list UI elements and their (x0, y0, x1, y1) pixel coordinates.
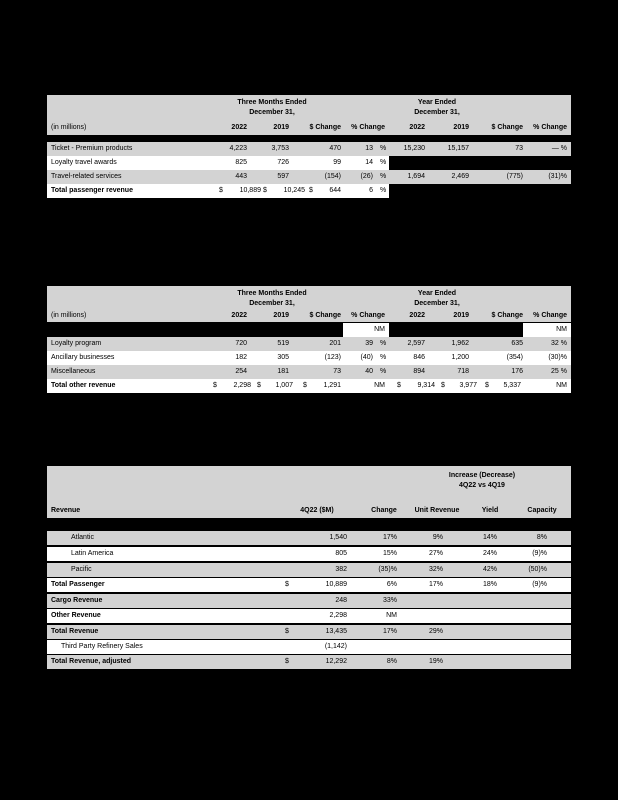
t2-head-3m-line2: December 31, (249, 300, 295, 307)
cell-value: 894 (413, 368, 425, 375)
cell-value: 1,291 (323, 382, 341, 389)
cell-value: (30)% (548, 354, 567, 361)
cell-value: — % (551, 145, 567, 152)
t2-col-header: 2019 (453, 312, 469, 319)
t1-head-3m-line1: Three Months Ended (237, 99, 307, 106)
cell-value: 17% (428, 581, 443, 588)
cell-value: 2,298 (233, 382, 251, 389)
t3-col-header: Unit Revenue (414, 507, 460, 514)
cell-value: 176 (511, 368, 523, 375)
cell-value: 1,694 (407, 173, 425, 180)
t3-column-header-row (47, 504, 571, 518)
t1-unit-label: (in millions) (51, 124, 87, 131)
cell-value: 15% (382, 550, 397, 557)
row-label: Total Passenger (51, 581, 105, 588)
cell-value: 14 (365, 159, 373, 166)
t3-col-header: 4Q22 ($M) (300, 507, 334, 514)
table-row (47, 351, 571, 365)
other-revenue-table (47, 286, 571, 398)
cell-value: 15,230 (403, 145, 425, 152)
t3-col-header: Change (371, 507, 397, 514)
row-label: Total passenger revenue (51, 187, 133, 194)
cell-value: 254 (235, 368, 247, 375)
cell-percent: % (380, 145, 387, 152)
cell-value: NM (386, 612, 397, 619)
cell-value: (123) (324, 354, 341, 361)
table-row (47, 609, 571, 623)
cell-value: 73 (333, 368, 341, 375)
cell-value: (354) (506, 354, 523, 361)
cell-value: 248 (335, 597, 347, 604)
t1-col-header: % Change (533, 124, 567, 131)
cell-value: 8% (386, 658, 397, 665)
cell-value: 305 (277, 354, 289, 361)
t1-col-header: 2022 (409, 124, 425, 131)
cell-value: 6% (386, 581, 397, 588)
cell-value: 9,314 (417, 382, 435, 389)
t2-column-header-row (47, 309, 571, 323)
cell-value: 201 (329, 340, 341, 347)
t2-col-header: $ Change (309, 312, 341, 319)
table-row-total (47, 379, 571, 393)
t3-head-line2: 4Q22 vs 4Q19 (459, 482, 505, 489)
cell-value: (31)% (548, 173, 567, 180)
cell-value: 2,597 (407, 340, 425, 347)
cell-value: 846 (413, 354, 425, 361)
cell-value: 10,889 (325, 581, 347, 588)
cell-value: 13 (365, 145, 373, 152)
currency-symbol: $ (257, 382, 261, 389)
currency-symbol: $ (397, 382, 401, 389)
cell-value: (9)% (532, 550, 547, 557)
cell-value: 726 (277, 159, 289, 166)
cell-percent: % (380, 340, 387, 347)
cell-value: 4,223 (229, 145, 247, 152)
cell-value: 2,469 (451, 173, 469, 180)
row-label: Cargo Revenue (51, 597, 103, 604)
currency-symbol: $ (285, 628, 289, 635)
t1-head-year-line2: December 31, (414, 109, 460, 116)
t2-col-header: 2022 (231, 312, 247, 319)
t1-head-year (377, 98, 497, 118)
t3-head-line1: Increase (Decrease) (448, 472, 516, 479)
cell-value: (1,142) (324, 643, 347, 650)
cell-value: 12,292 (325, 658, 347, 665)
table-row (47, 170, 571, 184)
cell-value: 1,007 (275, 382, 293, 389)
cell-value: 32 % (551, 340, 567, 347)
cell-value: 825 (235, 159, 247, 166)
t2-head-year-line1: Year Ended (417, 290, 457, 297)
t2-col-header: $ Change (491, 312, 523, 319)
currency-symbol: $ (285, 658, 289, 665)
currency-symbol: $ (263, 187, 267, 194)
cell-value: 5,337 (503, 382, 521, 389)
revenue-by-region-table (47, 466, 571, 668)
t3-col-header: Revenue (51, 507, 81, 514)
cell-value: 13,435 (325, 628, 347, 635)
cell-value: 17% (382, 628, 397, 635)
t2-head-year-line2: December 31, (414, 300, 460, 307)
row-label: Atlantic (71, 534, 94, 541)
table-row (47, 594, 571, 608)
cell-percent: % (380, 159, 387, 166)
table-row (47, 531, 571, 545)
cell-value: (9)% (532, 581, 547, 588)
row-label: Total Revenue, adjusted (51, 658, 131, 665)
cell-value: 14% (482, 534, 497, 541)
t3-head (407, 471, 557, 491)
cell-value: 181 (277, 368, 289, 375)
t1-head-3m (217, 98, 327, 118)
cell-value: 2,298 (329, 612, 347, 619)
row-label: Loyalty program (51, 340, 102, 347)
cell-value: 8% (536, 534, 547, 541)
cell-value: 32% (428, 566, 443, 573)
table-row (47, 640, 571, 654)
cell-value: (40) (360, 354, 373, 361)
row-label: Ticket - Premium products (51, 145, 133, 152)
cell-value: (35)% (378, 566, 397, 573)
cell-value: 1,540 (329, 534, 347, 541)
cell-value: 182 (235, 354, 247, 361)
t1-col-header: $ Change (309, 124, 341, 131)
cell-value: 19% (428, 658, 443, 665)
cell-value: 644 (329, 187, 341, 194)
table-row-total (47, 578, 571, 592)
t1-col-header: $ Change (491, 124, 523, 131)
currency-symbol: $ (285, 581, 289, 588)
currency-symbol: $ (309, 187, 313, 194)
row-label: Miscellaneous (51, 368, 96, 375)
row-label: Latin America (71, 550, 114, 557)
cell-value: 3,753 (271, 145, 289, 152)
cell-value: 10,245 (283, 187, 305, 194)
row-label: Total other revenue (51, 382, 116, 389)
cell-percent: % (380, 187, 387, 194)
cell-value: 39 (365, 340, 373, 347)
cell-value: 597 (277, 173, 289, 180)
cell-value: 470 (329, 145, 341, 152)
cell-value: 1,962 (451, 340, 469, 347)
cell-value: 27% (428, 550, 443, 557)
cell-percent: % (380, 354, 387, 361)
cell-value: 40 (365, 368, 373, 375)
t1-head-3m-line2: December 31, (249, 109, 295, 116)
cell-value: 382 (335, 566, 347, 573)
t2-col-header: 2022 (409, 312, 425, 319)
cell-value: 99 (333, 159, 341, 166)
row-label: Total Revenue (51, 628, 99, 635)
currency-symbol: $ (441, 382, 445, 389)
t1-col-header: % Change (351, 124, 385, 131)
table-row (47, 142, 571, 156)
table-row (47, 156, 571, 170)
cell-value: 17% (382, 534, 397, 541)
row-label: Travel-related services (51, 173, 122, 180)
t1-col-header: 2019 (453, 124, 469, 131)
t1-column-header-row (47, 121, 571, 135)
table-row (47, 563, 571, 577)
cell-value: 3,977 (459, 382, 477, 389)
cell-value: 720 (235, 340, 247, 347)
table-row (47, 547, 571, 561)
row-label: Loyalty travel awards (51, 159, 117, 166)
t1-col-header: 2022 (231, 124, 247, 131)
t2-unit-label: (in millions) (51, 312, 87, 319)
t2-head-3m-line1: Three Months Ended (237, 290, 307, 297)
cell-value: NM (374, 382, 385, 389)
table-row-total (47, 625, 571, 639)
t3-col-header: Capacity (527, 507, 557, 514)
table-row (47, 337, 571, 351)
cell-percent: % (380, 173, 387, 180)
cell-value: 1,200 (451, 354, 469, 361)
passenger-revenue-table (47, 95, 571, 207)
cell-value: 443 (235, 173, 247, 180)
cell-value: 718 (457, 368, 469, 375)
t1-col-header: 2019 (273, 124, 289, 131)
t2-head-3m (217, 289, 327, 309)
cell-value: NM (374, 326, 385, 333)
t2-col-header: % Change (351, 312, 385, 319)
cell-value: NM (556, 326, 567, 333)
t2-nm-row (47, 323, 571, 337)
t3-col-header: Yield (481, 507, 499, 514)
cell-value: NM (556, 382, 567, 389)
cell-value: (50)% (528, 566, 547, 573)
currency-symbol: $ (303, 382, 307, 389)
row-label: Ancillary businesses (51, 354, 115, 361)
t2-head-year (377, 289, 497, 309)
row-label: Pacific (71, 566, 92, 573)
table-row (47, 365, 571, 379)
cell-value: 10,889 (239, 187, 261, 194)
cell-percent: % (380, 368, 387, 375)
cell-value: 42% (482, 566, 497, 573)
cell-value: 18% (482, 581, 497, 588)
cell-value: 29% (428, 628, 443, 635)
row-label: Other Revenue (51, 612, 101, 619)
cell-value: 6 (369, 187, 373, 194)
currency-symbol: $ (213, 382, 217, 389)
cell-value: (775) (506, 173, 523, 180)
table-row-total (47, 655, 571, 669)
t2-col-header: 2019 (273, 312, 289, 319)
currency-symbol: $ (485, 382, 489, 389)
cell-value: 33% (382, 597, 397, 604)
currency-symbol: $ (219, 187, 223, 194)
cell-value: 73 (515, 145, 523, 152)
cell-value: 805 (335, 550, 347, 557)
row-label: Third Party Refinery Sales (61, 643, 143, 650)
cell-value: (26) (360, 173, 373, 180)
cell-value: 9% (432, 534, 443, 541)
t1-head-year-line1: Year Ended (417, 99, 457, 106)
t2-col-header: % Change (533, 312, 567, 319)
cell-value: 519 (277, 340, 289, 347)
cell-value: 15,157 (447, 145, 469, 152)
cell-value: 25 % (551, 368, 567, 375)
cell-value: 24% (482, 550, 497, 557)
cell-value: 635 (511, 340, 523, 347)
table-row-total (47, 184, 571, 198)
cell-value: (154) (324, 173, 341, 180)
